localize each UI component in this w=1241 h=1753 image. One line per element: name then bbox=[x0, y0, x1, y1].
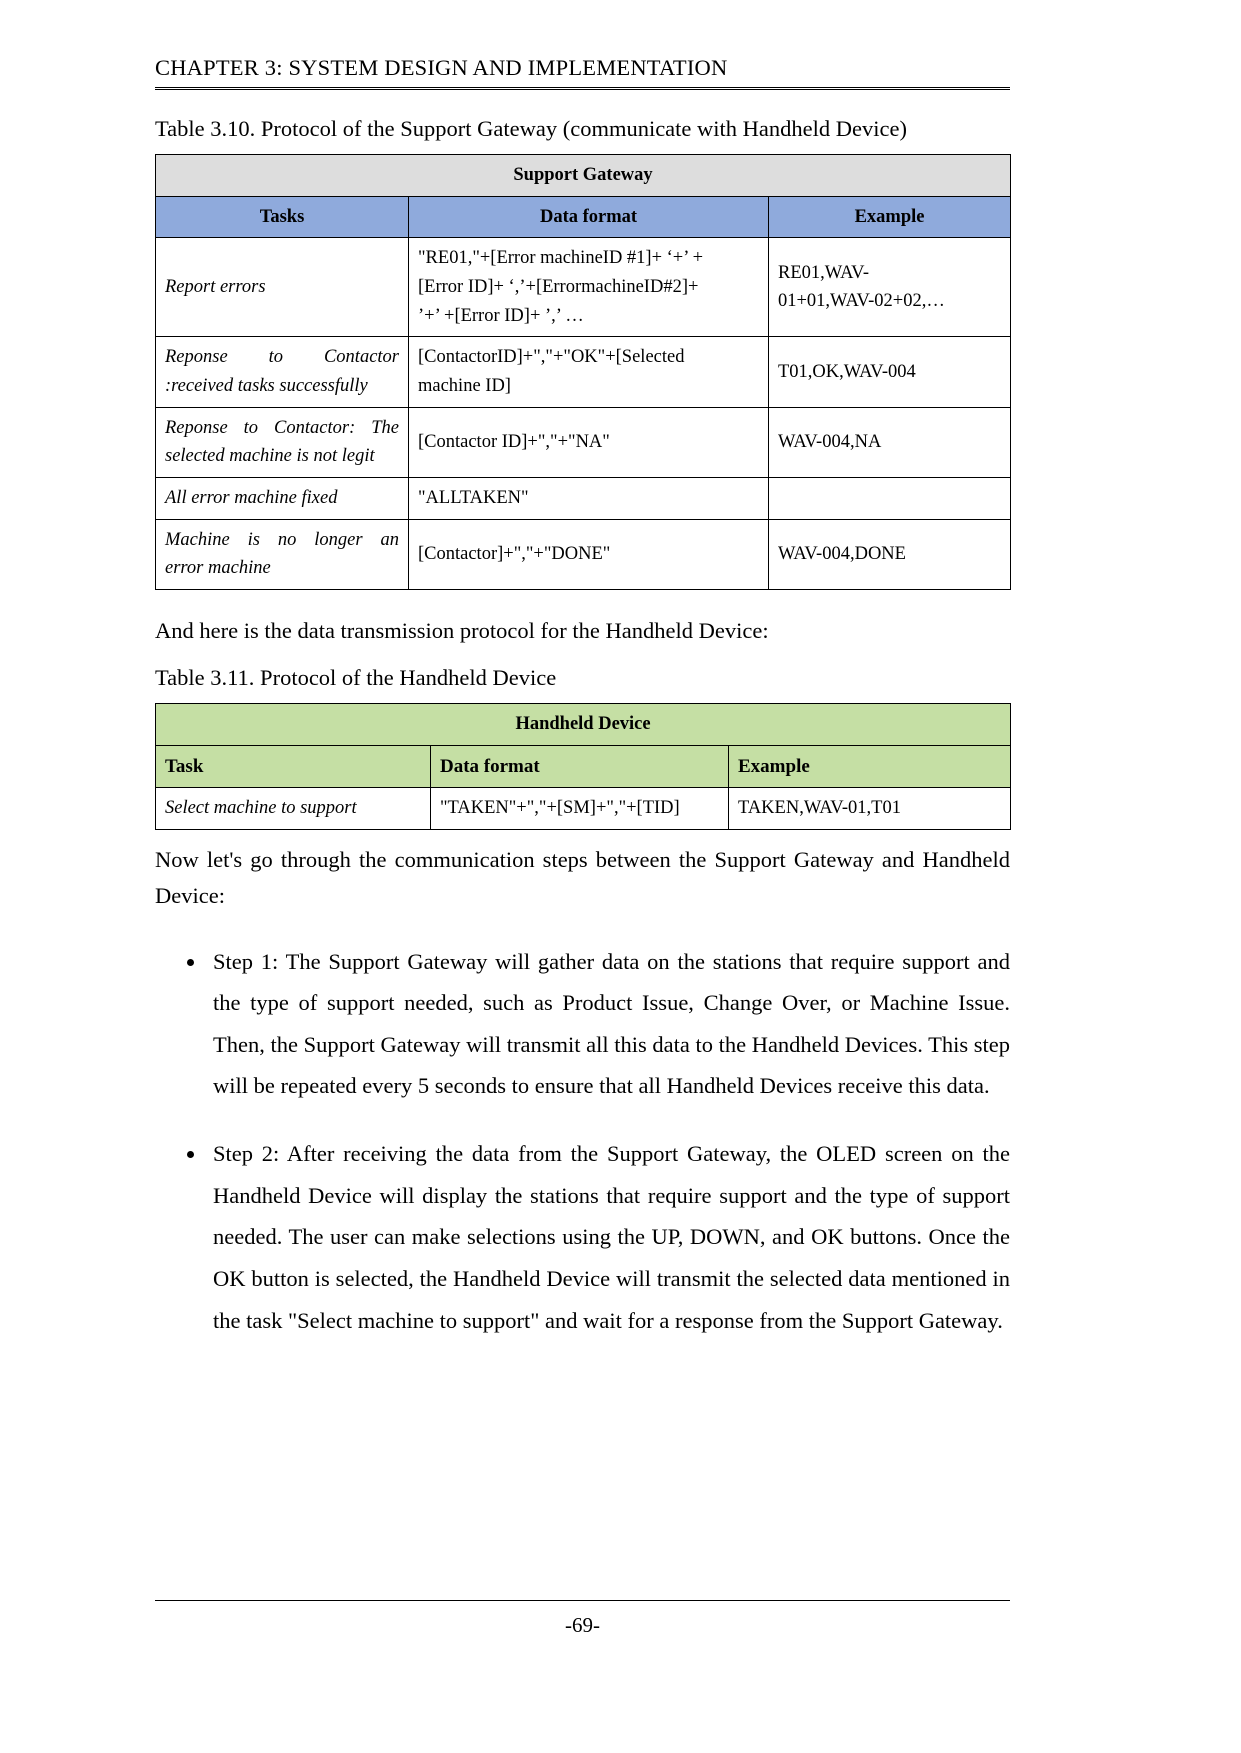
cell-line: RE01,WAV- bbox=[778, 262, 869, 283]
table-row bbox=[156, 155, 1011, 197]
cell-line: 01+01,WAV-02+02,… bbox=[778, 291, 945, 312]
table-support-gateway bbox=[155, 154, 1011, 590]
cell-task bbox=[156, 519, 409, 589]
chapter-header: CHAPTER 3: SYSTEM DESIGN AND IMPLEMENTATION bbox=[155, 55, 728, 80]
cell-line: error machine bbox=[165, 558, 271, 579]
steps-list bbox=[155, 941, 1010, 1342]
cell-line: machine ID] bbox=[418, 376, 511, 397]
cell-line: :received tasks successfully bbox=[165, 376, 368, 397]
footer-divider bbox=[155, 1600, 1010, 1601]
cell-data-format bbox=[409, 337, 769, 407]
cell-task bbox=[156, 407, 409, 477]
cell-data-format: [Contactor]+","+"DONE" bbox=[409, 519, 769, 589]
column-header-data-format: Data format bbox=[409, 196, 769, 238]
cell-line: Reponse to Contactor bbox=[165, 347, 399, 368]
cell-example bbox=[769, 238, 1011, 337]
table-310-caption: Table 3.10. Protocol of the Support Gateway (communicate with Handheld Device) bbox=[155, 116, 907, 141]
cell-line: Reponse to Contactor: The bbox=[165, 417, 399, 438]
cell-example: TAKEN,WAV-01,T01 bbox=[729, 788, 1011, 830]
column-header-example: Example bbox=[729, 745, 1011, 787]
transition-paragraph: And here is the data transmission protocol for the Handheld Device: bbox=[155, 618, 769, 644]
column-header-example: Example bbox=[769, 196, 1011, 238]
header-divider bbox=[155, 87, 1010, 90]
cell-example: WAV-004,DONE bbox=[769, 519, 1011, 589]
cell-example bbox=[769, 478, 1011, 520]
cell-line: "RE01,"+[Error machineID #1]+ ‘+’ + bbox=[418, 248, 704, 269]
table-handheld-device bbox=[155, 703, 1011, 830]
cell-line: [ContactorID]+","+"OK"+[Selected bbox=[418, 347, 685, 368]
table-row bbox=[156, 703, 1011, 745]
cell-data-format: "TAKEN"+","+[SM]+","+[TID] bbox=[431, 788, 729, 830]
table-row bbox=[156, 196, 1011, 238]
page-footer bbox=[155, 1600, 1010, 1638]
cell-task: All error machine fixed bbox=[156, 478, 409, 520]
table-310-title: Support Gateway bbox=[156, 155, 1011, 197]
table-row bbox=[156, 238, 1011, 337]
cell-example: T01,OK,WAV-004 bbox=[769, 337, 1011, 407]
list-item: • Step 1: The Support Gateway will gather data on the stations that require support and the type of support needed, such as Product Issue, Change Over, or Machine Issue. Then, the Support Gateway will transmit all this data to the Handheld Devices. This step will be repeated every 5 seconds to ensure that all Handheld Devices receive this data. bbox=[207, 941, 1010, 1108]
table-row bbox=[156, 519, 1011, 589]
table-row bbox=[156, 478, 1011, 520]
cell-line: Machine is no longer an bbox=[165, 529, 399, 550]
cell-data-format bbox=[409, 238, 769, 337]
table-row bbox=[156, 788, 1011, 830]
list-item: • Step 2: After receiving the data from the Support Gateway, the OLED screen on the Handheld Device will display the stations that require support and the type of support needed. The user can make selections using the UP, DOWN, and OK buttons. Once the OK button is selected, the Handheld Device will transmit the selected data mentioned in the task "Select machine to support" and wait for a response from the Support Gateway. bbox=[207, 1133, 1010, 1341]
page-content bbox=[155, 55, 1010, 1367]
table-311-caption: Table 3.11. Protocol of the Handheld Device bbox=[155, 664, 557, 690]
cell-task bbox=[156, 337, 409, 407]
cell-task: Select machine to support bbox=[156, 788, 431, 830]
column-header-task: Task bbox=[156, 745, 431, 787]
intro-paragraph: Now let's go through the communication steps between the Support Gateway and Handheld Device: bbox=[155, 846, 1010, 909]
cell-example: WAV-004,NA bbox=[769, 407, 1011, 477]
column-header-data-format: Data format bbox=[431, 745, 729, 787]
table-row bbox=[156, 745, 1011, 787]
table-311-title: Handheld Device bbox=[156, 703, 1011, 745]
cell-line: selected machine is not legit bbox=[165, 446, 375, 467]
cell-line: ’+’ +[Error ID]+ ’,’ … bbox=[418, 305, 584, 326]
cell-line: [Error ID]+ ‘,’+[ErrormachineID#2]+ bbox=[418, 277, 699, 298]
cell-data-format: "ALLTAKEN" bbox=[409, 478, 769, 520]
page-number: -69- bbox=[565, 1613, 600, 1637]
column-header-tasks: Tasks bbox=[156, 196, 409, 238]
table-row bbox=[156, 337, 1011, 407]
cell-data-format: [Contactor ID]+","+"NA" bbox=[409, 407, 769, 477]
cell-task: Report errors bbox=[156, 238, 409, 337]
table-row bbox=[156, 407, 1011, 477]
